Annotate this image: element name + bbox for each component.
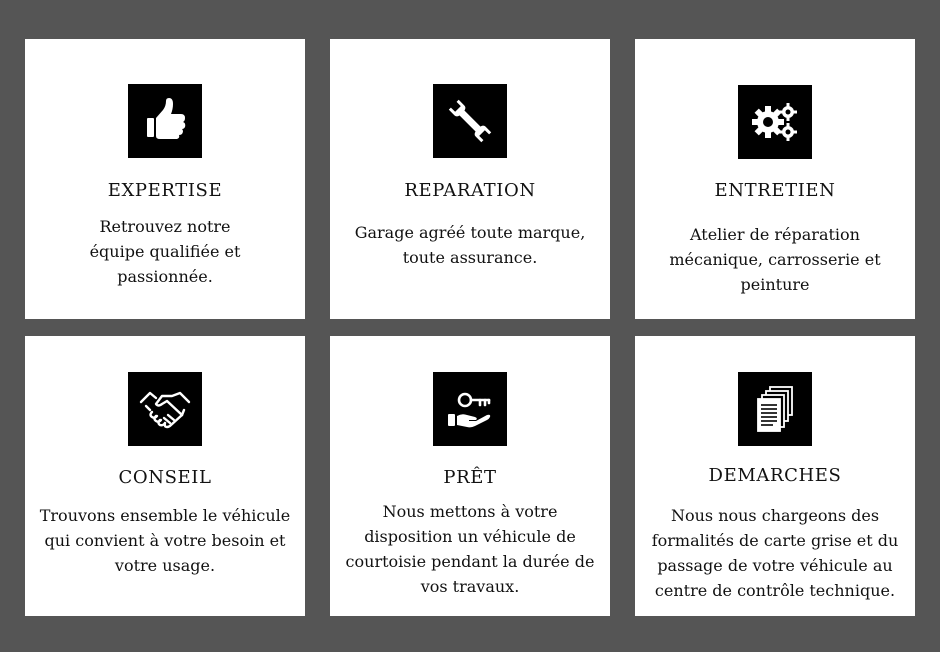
key-in-hand-icon — [433, 372, 507, 446]
card-title: ENTRETIEN — [714, 180, 836, 201]
card-conseil — [25, 336, 305, 616]
card-title: CONSEIL — [118, 467, 212, 488]
card-text: Nous mettons à votre disposition un véhicule de courtoisie pendant la durée de vos travaux. — [345, 502, 595, 596]
card-title: REPARATION — [404, 180, 536, 201]
card-expertise — [25, 39, 305, 319]
card-text: Garage agréé toute marque, toute assurance. — [354, 223, 586, 267]
card-title: DEMARCHES — [708, 465, 842, 486]
documents-icon — [738, 372, 812, 446]
card-entretien — [635, 39, 915, 319]
card-text: Trouvons ensemble le véhicule qui convient à votre besoin et votre usage. — [39, 506, 291, 575]
gears-icon — [738, 85, 812, 159]
thumbs-up-icon — [128, 84, 202, 158]
wrench-icon — [433, 84, 507, 158]
card-text: Nous nous chargeons des formalités de carte grise et du passage de votre véhicule au centre de contrôle technique. — [651, 506, 899, 600]
card-title: PRÊT — [443, 467, 497, 488]
card-reparation — [330, 39, 610, 319]
handshake-icon — [128, 372, 202, 446]
card-demarches — [635, 336, 915, 616]
card-pret — [330, 336, 610, 616]
card-text: Atelier de réparation mécanique, carrosserie et peinture — [669, 225, 881, 294]
card-text: Retrouvez notre équipe qualifiée et passionnée. — [89, 217, 241, 286]
card-title: EXPERTISE — [107, 180, 223, 201]
